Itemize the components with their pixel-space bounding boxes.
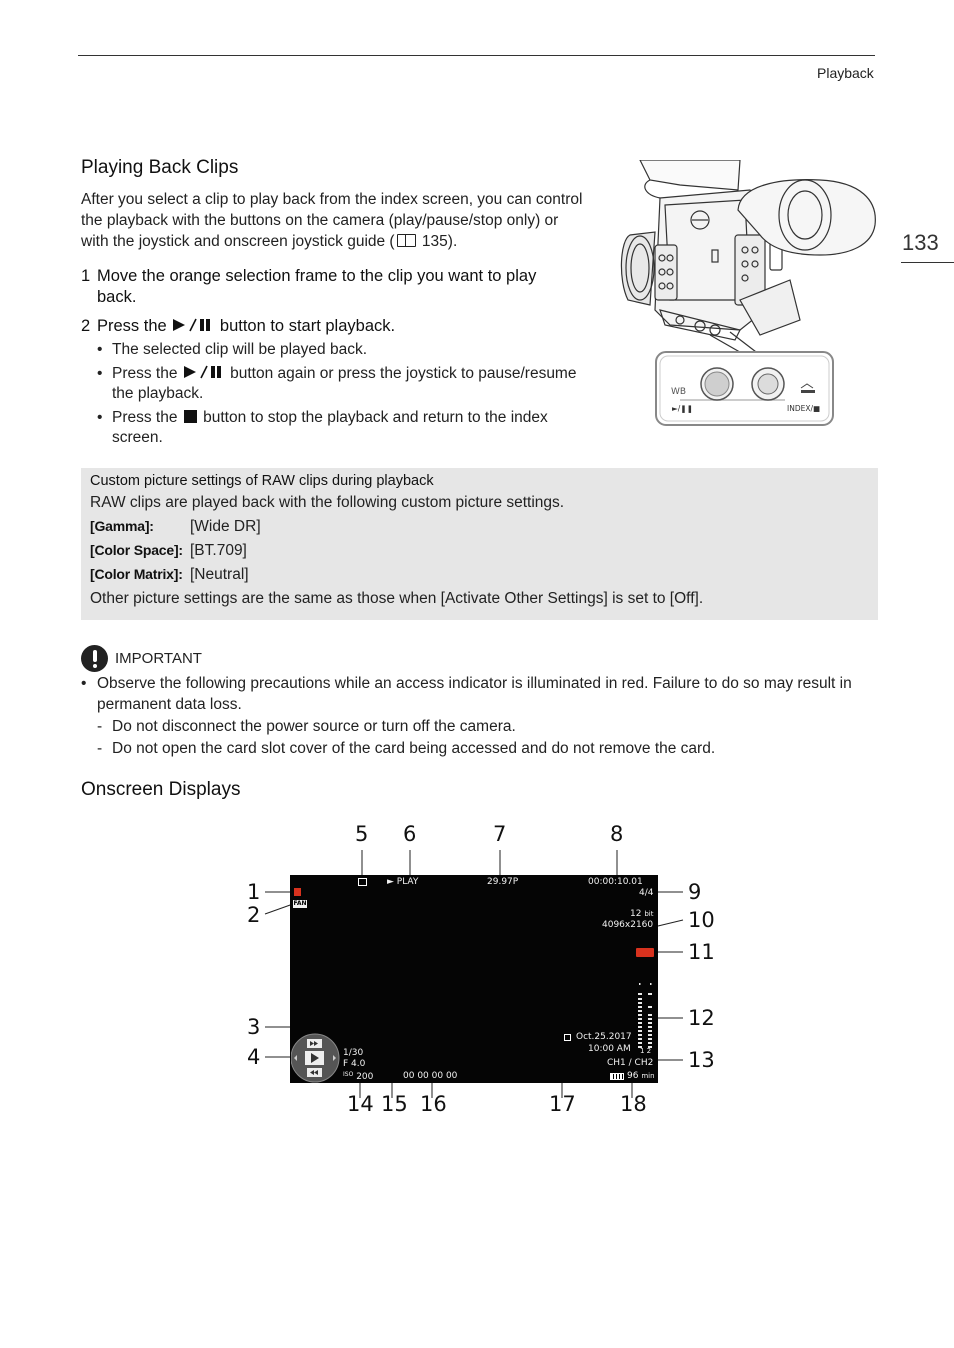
bullet-text: Press the	[112, 364, 178, 382]
index-label: INDEX/■	[787, 404, 821, 413]
callout-15: 15	[381, 1092, 408, 1116]
step-text: Press the	[97, 317, 167, 335]
step-number: 2	[81, 317, 91, 335]
section-label: Playback	[817, 65, 874, 81]
bit-depth-value: 12	[630, 909, 642, 919]
note-key: [Color Space]:	[90, 542, 183, 558]
bit-unit: bit	[644, 910, 654, 918]
callout-9: 9	[688, 880, 702, 904]
time: 10:00 AM	[588, 1044, 631, 1054]
important-icon	[81, 645, 108, 672]
important-list	[81, 673, 881, 759]
resolution: 4096x2160	[602, 920, 654, 930]
page-number: 133	[902, 230, 939, 255]
list-item: • Press the button to stop the playback and return to the index screen.	[97, 408, 607, 449]
note-value: [Neutral]	[190, 566, 249, 583]
header-rule	[78, 55, 875, 56]
intro-line: the playback with the buttons on the camera (play/pause/stop only) or	[81, 212, 559, 229]
step-number: 1	[81, 267, 91, 285]
bit-depth	[630, 909, 653, 919]
callout-16: 16	[420, 1092, 447, 1116]
note-footer: Other picture settings are the same as those when [Activate Other Settings] is set to [Off].	[90, 590, 704, 607]
play-status: ► PLAY	[387, 877, 419, 887]
callout-12: 12	[688, 1006, 715, 1030]
battery-minutes: 96	[627, 1071, 639, 1081]
time-code: 00:00:10.01	[588, 877, 643, 887]
record-indicator-icon	[294, 888, 301, 896]
note-row	[90, 566, 249, 584]
battery-unit: min	[641, 1072, 655, 1080]
note-value: [BT.709]	[190, 542, 247, 559]
bullet-text: button to stop the playback and return to the index	[203, 408, 548, 426]
callout-7: 7	[493, 822, 507, 846]
intro-line-ref	[81, 231, 611, 252]
callout-17: 17	[549, 1092, 576, 1116]
date-icon	[564, 1034, 571, 1041]
callout-14: 14	[347, 1092, 374, 1116]
callout-1: 1	[247, 880, 261, 904]
bullet-text: screen.	[112, 429, 163, 446]
meter-channel-labels: 1 2	[640, 1047, 652, 1055]
list-item: • The selected clip will be played back.	[97, 341, 368, 358]
note-key: [Color Matrix]:	[90, 566, 183, 582]
battery-icon	[610, 1073, 624, 1080]
list-item: - Do not open the card slot cover of the card being accessed and do not remove the card.	[97, 740, 716, 757]
page-number-rule	[901, 262, 954, 263]
section-title-playing-back: Playing Back Clips	[81, 157, 239, 178]
iso	[343, 1071, 373, 1082]
list-item: • Observe the following precautions while an access indicator is illuminated in red. Failure to do so may result in permanent data loss.	[81, 673, 881, 715]
frame-rate: 29.97P	[487, 877, 519, 887]
callout-6: 6	[403, 822, 417, 846]
shutter-speed: 1/30	[343, 1048, 364, 1058]
callout-2: 2	[247, 903, 261, 927]
step-2-bullets	[97, 340, 607, 449]
intro-paragraph	[81, 189, 611, 252]
play-pause-label: ►/❚❚	[672, 404, 693, 413]
list-item: • Press the button again or press the joystick to pause/resume the playback.	[97, 364, 607, 405]
battery-remaining	[627, 1071, 655, 1081]
note-row	[90, 542, 247, 560]
step-1	[81, 266, 601, 308]
note-key: [Gamma]:	[90, 518, 154, 534]
user-bit: 00 00 00 00	[403, 1071, 458, 1081]
intro-line: After you select a clip to play back from the index screen, you can control	[81, 191, 583, 208]
date: Oct.25.2017	[576, 1032, 632, 1042]
dash-text: Do not open the card slot cover of the card being accessed and do not remove the card.	[112, 740, 716, 757]
camera-drawing	[620, 160, 885, 430]
bullet-text: button again or press the joystick to pause/resume	[230, 364, 577, 382]
list-item: - Do not disconnect the power source or turn off the camera.	[97, 718, 516, 735]
callout-10: 10	[688, 908, 715, 932]
note-row	[90, 518, 261, 536]
joystick-guide[interactable]	[291, 1033, 341, 1083]
output-icon	[636, 948, 654, 957]
important-label: IMPORTANT	[115, 650, 202, 667]
note-value: [Wide DR]	[190, 518, 261, 535]
section-title-onscreen: Onscreen Displays	[81, 779, 241, 800]
step-2	[81, 316, 601, 337]
aperture: F 4.0	[343, 1059, 366, 1069]
media-icon	[358, 878, 367, 886]
callout-8: 8	[610, 822, 624, 846]
callout-5: 5	[355, 822, 369, 846]
step-text: back.	[97, 288, 137, 306]
bullet-text: Observe the following precautions while an access indicator is illuminated in red. Failure to do so may result in	[97, 675, 852, 692]
bullet-text: permanent data loss.	[97, 696, 242, 713]
dash-text: Do not disconnect the power source or turn off the camera.	[112, 718, 516, 735]
book-reference-icon	[397, 234, 416, 247]
note-intro: RAW clips are played back with the following custom picture settings.	[90, 494, 565, 511]
callout-4: 4	[247, 1045, 261, 1069]
iso-value: 200	[356, 1072, 374, 1082]
note-title: Custom picture settings of RAW clips during playback	[90, 473, 434, 489]
audio-channels: CH1 / CH2	[607, 1058, 654, 1068]
callout-13: 13	[688, 1048, 715, 1072]
playback-screen	[290, 875, 658, 1083]
intro-line: with the joystick and onscreen joystick guide (	[81, 233, 395, 250]
play-pause-icon	[182, 365, 226, 379]
step-text: Move the orange selection frame to the clip you want to play	[97, 267, 537, 285]
page-reference-link[interactable]: 135).	[421, 233, 458, 250]
iso-label: ISO	[343, 1071, 354, 1078]
camera-illustration	[620, 160, 885, 430]
callout-11: 11	[688, 940, 715, 964]
fan-icon: FAN	[293, 900, 307, 907]
step-text: button to start playback.	[219, 317, 396, 335]
callout-3: 3	[247, 1015, 261, 1039]
clip-count: 4/4	[639, 888, 654, 898]
callout-18: 18	[620, 1092, 647, 1116]
stop-icon	[184, 410, 197, 423]
note-box	[81, 468, 878, 620]
play-pause-icon	[171, 318, 215, 332]
bullet-text: Press the	[112, 408, 178, 426]
bullet-text: The selected clip will be played back.	[112, 341, 368, 358]
bullet-text: the playback.	[112, 385, 204, 402]
wb-label: WB	[671, 387, 687, 397]
